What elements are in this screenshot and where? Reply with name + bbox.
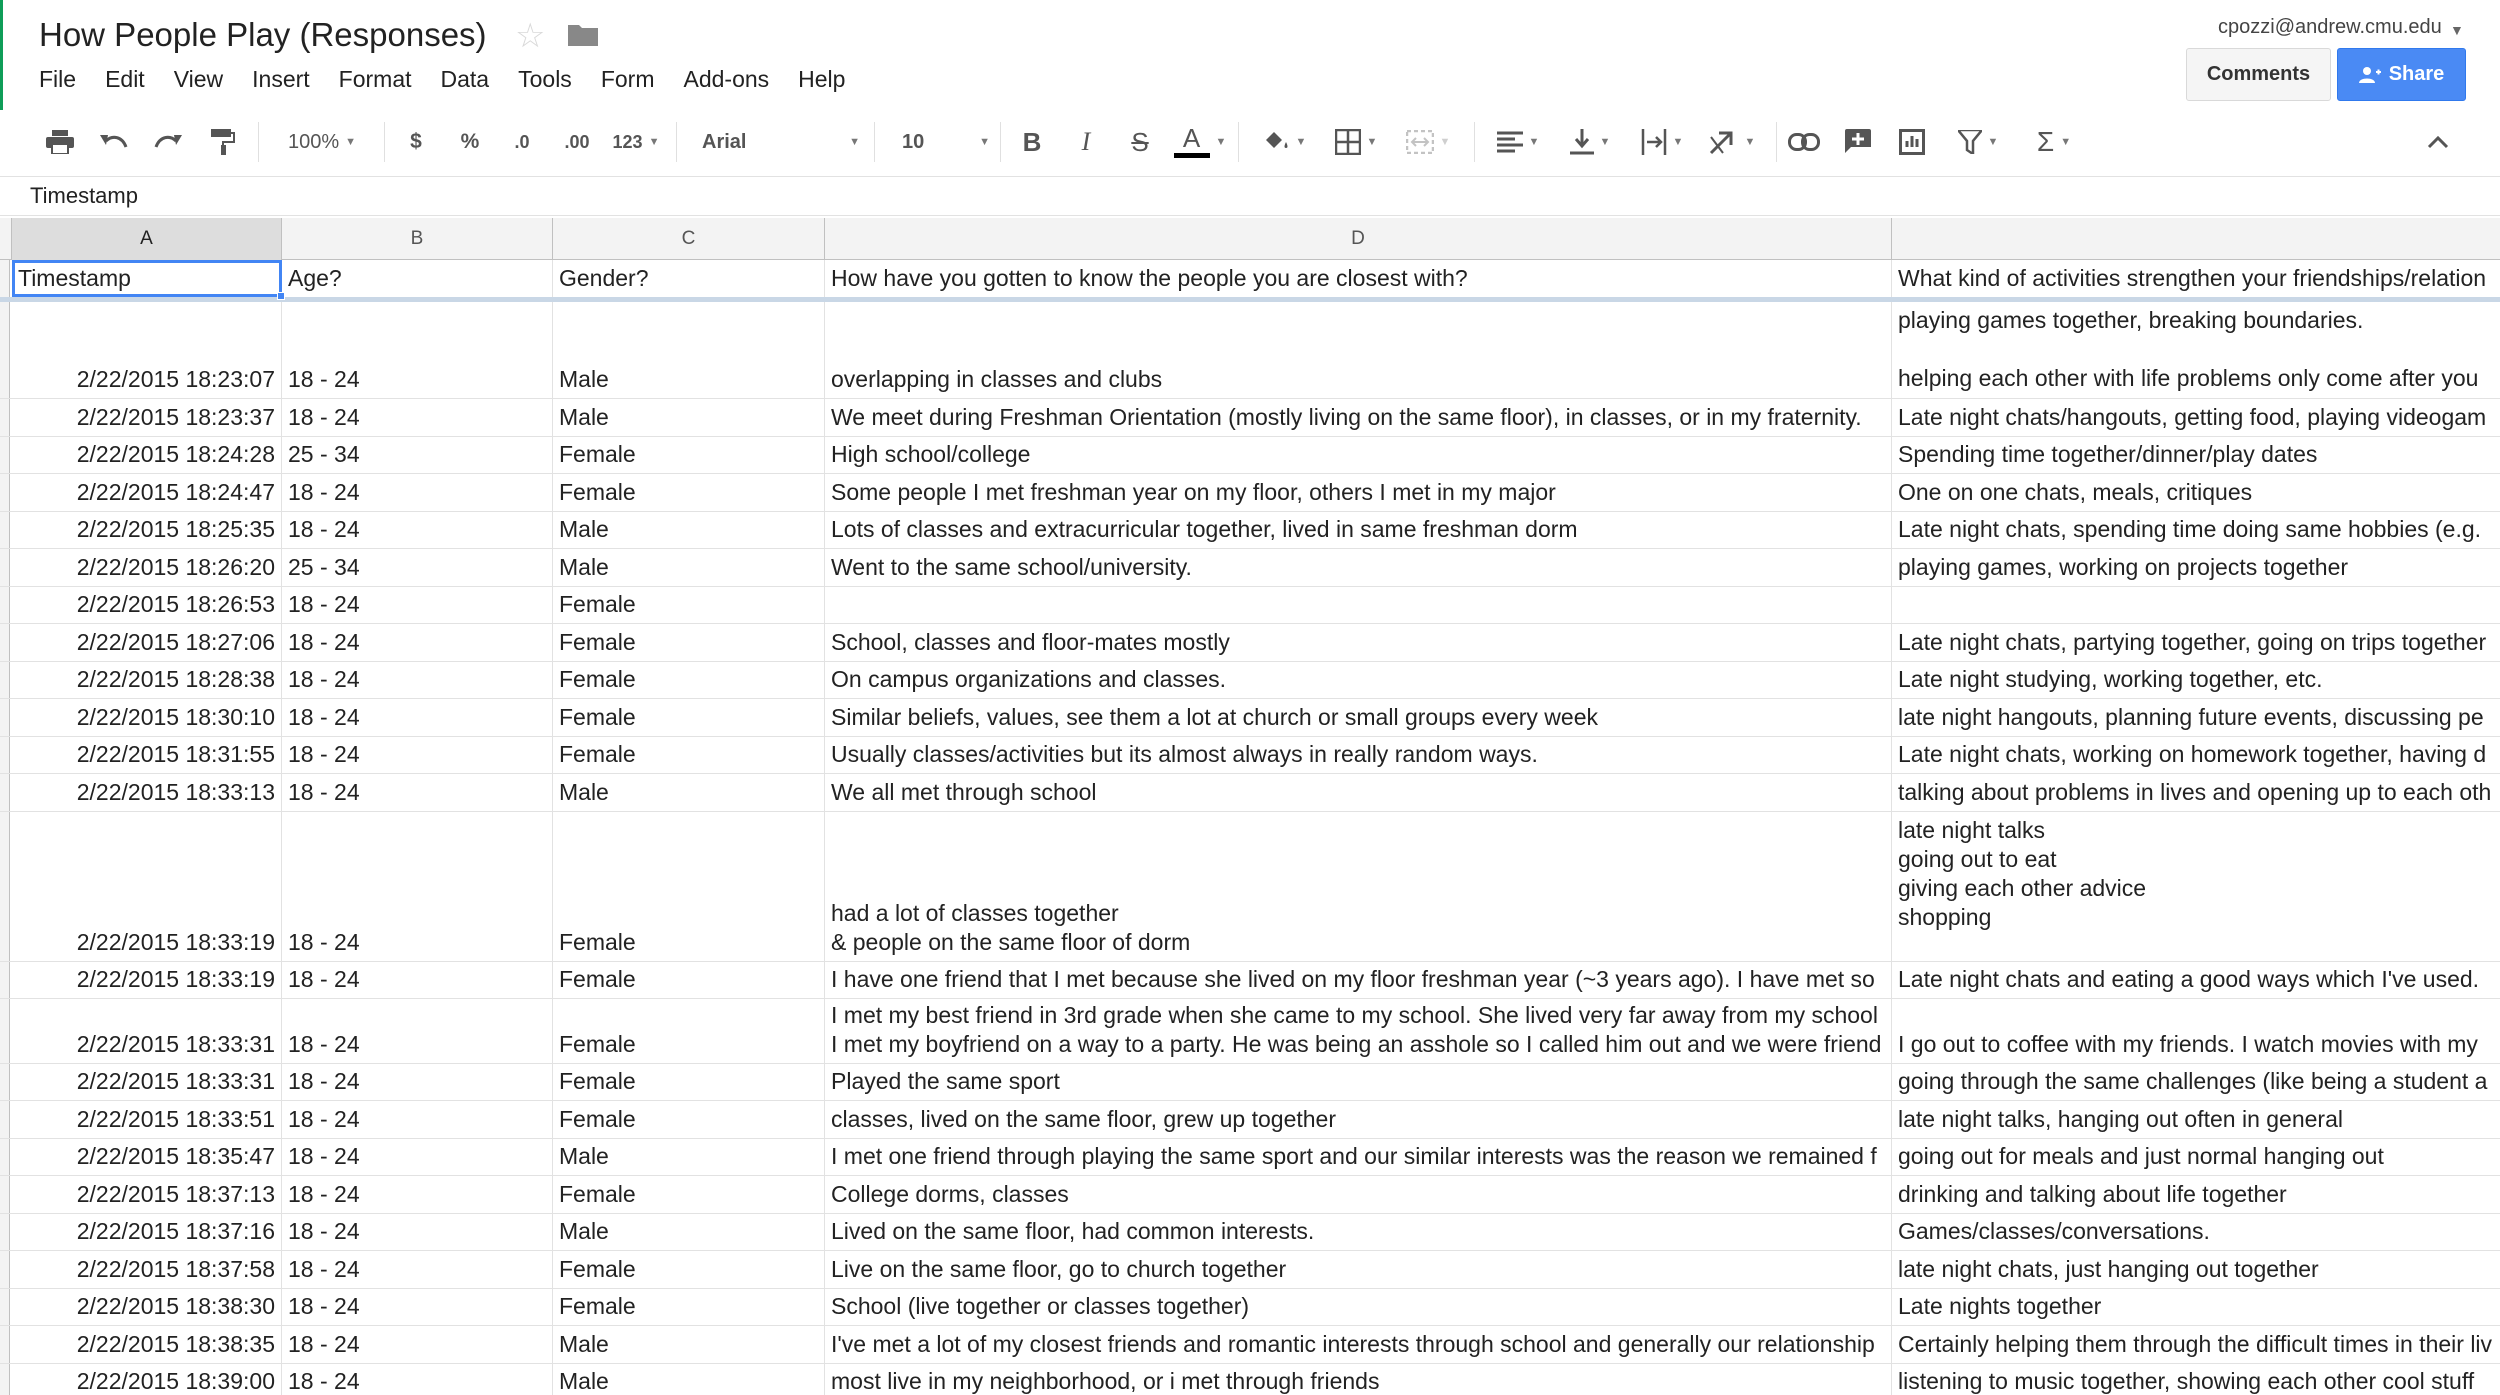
- cell-how-met[interactable]: I met one friend through playing the same sport and our similar interests was the reason we remained f: [825, 1139, 1892, 1175]
- cell-how-met[interactable]: College dorms, classes: [825, 1176, 1892, 1213]
- cell-gender[interactable]: Female: [553, 587, 825, 623]
- column-header-e[interactable]: [1892, 218, 2500, 260]
- cell-timestamp[interactable]: 2/22/2015 18:33:31: [12, 1064, 282, 1100]
- cell-gender[interactable]: Female: [553, 737, 825, 773]
- cell-age[interactable]: 18 - 24: [282, 624, 553, 661]
- cell-activities[interactable]: late night hangouts, planning future events, discussing pe: [1898, 704, 2484, 730]
- formula-value[interactable]: Timestamp: [30, 183, 138, 208]
- title-bar: [0, 0, 2500, 110]
- menu-file[interactable]: File: [39, 66, 77, 92]
- menu-add-ons[interactable]: Add-ons: [683, 66, 770, 92]
- cell-timestamp[interactable]: 2/22/2015 18:37:16: [12, 1214, 282, 1250]
- cell-how-met[interactable]: overlapping in classes and clubs: [825, 302, 1892, 398]
- cell-age[interactable]: 18 - 24: [282, 1064, 553, 1100]
- insert-chart-icon[interactable]: [1894, 124, 1930, 160]
- table-row: [0, 1289, 2500, 1326]
- menu-format[interactable]: Format: [338, 66, 412, 92]
- cell-gender[interactable]: Female: [553, 699, 825, 736]
- menu-edit[interactable]: Edit: [105, 66, 145, 92]
- cell-gender[interactable]: Female: [553, 999, 825, 1063]
- chevron-down-icon: ▼: [1987, 136, 1999, 148]
- font-size-value: 10: [902, 130, 925, 153]
- borders-icon[interactable]: [1326, 124, 1386, 160]
- cell-gender[interactable]: Male: [553, 302, 825, 398]
- table-row: [0, 1101, 2500, 1139]
- cell-age[interactable]: 18 - 24: [282, 1214, 553, 1250]
- cell-timestamp[interactable]: 2/22/2015 18:28:38: [12, 662, 282, 698]
- text-rotation-icon[interactable]: [1700, 124, 1764, 160]
- cell-timestamp[interactable]: 2/22/2015 18:33:51: [12, 1101, 282, 1138]
- formula-bar[interactable]: [0, 176, 2500, 216]
- header-cell-age[interactable]: Age?: [282, 260, 553, 297]
- table-row: [0, 399, 2500, 437]
- cell-activities[interactable]: going through the same challenges (like being a student a: [1898, 1068, 2488, 1094]
- cell-timestamp[interactable]: 2/22/2015 18:33:31: [12, 999, 282, 1063]
- more-formats-select[interactable]: [608, 124, 664, 160]
- chevron-down-icon: ▼: [1672, 136, 1684, 148]
- column-header-a[interactable]: A: [12, 218, 282, 260]
- folder-icon[interactable]: [568, 22, 598, 46]
- insert-comment-icon[interactable]: [1840, 124, 1876, 160]
- chevron-down-icon: ▼: [1215, 136, 1227, 148]
- menu-tools[interactable]: Tools: [518, 66, 572, 92]
- cell-timestamp[interactable]: 2/22/2015 18:37:58: [12, 1251, 282, 1288]
- table-row: [0, 962, 2500, 999]
- table-row: [0, 437, 2500, 474]
- cell-age[interactable]: 18 - 24: [282, 774, 553, 811]
- cell-gender[interactable]: Female: [553, 1064, 825, 1100]
- cell-activities[interactable]: late night talks going out to eat giving each other advice shopping: [1898, 817, 2147, 930]
- collapse-toolbar-icon[interactable]: [2420, 124, 2456, 160]
- currency-format-button[interactable]: $: [410, 130, 422, 153]
- cell-gender[interactable]: Female: [553, 437, 825, 473]
- chevron-down-icon: ▼: [1366, 136, 1378, 148]
- cell-age[interactable]: 25 - 34: [282, 549, 553, 586]
- cell-gender[interactable]: Male: [553, 1326, 825, 1363]
- cell-timestamp[interactable]: 2/22/2015 18:24:47: [12, 474, 282, 511]
- cell-gender[interactable]: Male: [553, 1139, 825, 1175]
- cell-how-met[interactable]: School (live together or classes together): [825, 1289, 1892, 1325]
- header-cell-gender[interactable]: Gender?: [553, 260, 825, 297]
- zoom-select[interactable]: [272, 124, 372, 160]
- cell-how-met[interactable]: Usually classes/activities but its almost always in really random ways.: [825, 737, 1892, 773]
- cell-activities[interactable]: Late night chats and eating a good ways which I've used.: [1898, 966, 2480, 992]
- cell-activities[interactable]: Late night chats, partying together, going on trips together: [1898, 629, 2487, 655]
- zoom-value: 100%: [287, 130, 340, 153]
- chevron-down-icon: ▼: [849, 136, 860, 148]
- cell-activities[interactable]: talking about problems in lives and opening up to each oth: [1898, 779, 2492, 805]
- cell-how-met[interactable]: classes, lived on the same floor, grew up together: [825, 1101, 1892, 1138]
- header-cell-how-met[interactable]: How have you gotten to know the people you are closest with?: [825, 260, 1892, 297]
- cell-age[interactable]: 18 - 24: [282, 1364, 553, 1395]
- cell-timestamp[interactable]: 2/22/2015 18:23:37: [12, 399, 282, 436]
- align-left-icon[interactable]: [1488, 124, 1548, 160]
- column-header-b[interactable]: B: [282, 218, 553, 260]
- table-row: [0, 812, 2500, 962]
- undo-icon[interactable]: [96, 124, 132, 160]
- cell-age[interactable]: 18 - 24: [282, 699, 553, 736]
- cell-how-met[interactable]: I've met a lot of my closest friends and romantic interests through school and generally our relationship: [825, 1326, 1892, 1363]
- cell-age[interactable]: 18 - 24: [282, 302, 553, 398]
- link-icon[interactable]: [1786, 124, 1822, 160]
- cell-gender[interactable]: Female: [553, 1176, 825, 1213]
- cell-timestamp[interactable]: 2/22/2015 18:38:35: [12, 1326, 282, 1363]
- cell-timestamp[interactable]: 2/22/2015 18:33:19: [12, 962, 282, 998]
- cell-age[interactable]: 18 - 24: [282, 662, 553, 698]
- cell-activities[interactable]: I go out to coffee with my friends. I watch movies with my: [1898, 1031, 2478, 1057]
- cell-age[interactable]: 18 - 24: [282, 1326, 553, 1363]
- menu-view[interactable]: View: [173, 66, 224, 92]
- chevron-down-icon[interactable]: ▼: [2450, 22, 2464, 38]
- text-wrapping-icon[interactable]: [1632, 124, 1692, 160]
- cell-how-met[interactable]: Similar beliefs, values, see them a lot at church or small groups every week: [825, 699, 1892, 736]
- cell-activities[interactable]: [1892, 587, 2500, 623]
- table-row: [0, 1326, 2500, 1364]
- merge-cells-icon[interactable]: [1398, 124, 1458, 160]
- cell-timestamp[interactable]: 2/22/2015 18:38:30: [12, 1289, 282, 1325]
- chevron-down-icon: ▼: [345, 136, 357, 148]
- cell-activities[interactable]: Late nights together: [1898, 1293, 2102, 1319]
- cell-activities[interactable]: playing games, working on projects together: [1898, 554, 2349, 580]
- cell-timestamp[interactable]: 2/22/2015 18:25:35: [12, 512, 282, 548]
- cell-gender[interactable]: Male: [553, 512, 825, 548]
- menu-help[interactable]: Help: [798, 66, 846, 92]
- cell-gender[interactable]: Female: [553, 1251, 825, 1288]
- italic-button[interactable]: I: [1081, 127, 1091, 156]
- table-row: [0, 302, 2500, 399]
- spreadsheet-grid: [0, 218, 2500, 1395]
- people-icon: [2359, 67, 2381, 83]
- cell-timestamp[interactable]: 2/22/2015 18:35:47: [12, 1139, 282, 1175]
- cell-how-met[interactable]: We meet during Freshman Orientation (mostly living on the same floor), in classes, or in my fraternity.: [825, 399, 1892, 436]
- cell-age[interactable]: 18 - 24: [282, 737, 553, 773]
- cell-age[interactable]: 18 - 24: [282, 1139, 553, 1175]
- table-row: [0, 1064, 2500, 1101]
- cell-how-met[interactable]: Some people I met freshman year on my floor, others I met in my major: [825, 474, 1892, 511]
- cell-activities[interactable]: Late night chats/hangouts, getting food, playing videogam: [1898, 404, 2487, 430]
- table-row: [0, 549, 2500, 587]
- cell-activities[interactable]: Late night studying, working together, etc.: [1898, 666, 2323, 692]
- cell-how-met[interactable]: On campus organizations and classes.: [825, 662, 1892, 698]
- cell-gender[interactable]: Male: [553, 549, 825, 586]
- percent-format-button[interactable]: %: [460, 130, 480, 153]
- table-row: [0, 737, 2500, 774]
- cell-gender[interactable]: Female: [553, 812, 825, 961]
- cell-age[interactable]: 25 - 34: [282, 437, 553, 473]
- cell-age[interactable]: 18 - 24: [282, 962, 553, 998]
- cell-activities[interactable]: playing games together, breaking boundaries. helping each other with life problems only come after you: [1898, 307, 2479, 391]
- cell-timestamp[interactable]: 2/22/2015 18:24:28: [12, 437, 282, 473]
- table-row: [0, 1176, 2500, 1214]
- cell-how-met[interactable]: I have one friend that I met because she lived on my floor freshman year (~3 years ago). I have met so: [825, 962, 1892, 998]
- cell-age[interactable]: 18 - 24: [282, 399, 553, 436]
- table-row: [0, 1251, 2500, 1289]
- header-cell-activities[interactable]: What kind of activities strengthen your friendships/relation: [1898, 265, 2487, 291]
- strikethrough-button[interactable]: S: [1131, 126, 1149, 157]
- cell-how-met[interactable]: Played the same sport: [825, 1064, 1892, 1100]
- text-color-icon: A: [1182, 123, 1201, 153]
- cell-activities[interactable]: going out for meals and just normal hanging out: [1898, 1143, 2384, 1169]
- cell-age[interactable]: 18 - 24: [282, 1101, 553, 1138]
- paint-format-icon[interactable]: [205, 124, 241, 160]
- cell-gender[interactable]: Female: [553, 662, 825, 698]
- column-header-c[interactable]: C: [553, 218, 825, 260]
- cell-age[interactable]: 18 - 24: [282, 512, 553, 548]
- cell-timestamp[interactable]: 2/22/2015 18:27:06: [12, 624, 282, 661]
- table-row: [0, 474, 2500, 512]
- cell-timestamp[interactable]: 2/22/2015 18:31:55: [12, 737, 282, 773]
- cell-timestamp[interactable]: 2/22/2015 18:39:00: [12, 1364, 282, 1395]
- cell-age[interactable]: 18 - 24: [282, 1251, 553, 1288]
- table-row: [0, 587, 2500, 624]
- cell-gender[interactable]: Female: [553, 1289, 825, 1325]
- cell-activities[interactable]: late night chats, just hanging out together: [1898, 1256, 2319, 1282]
- cell-how-met[interactable]: We all met through school: [825, 774, 1892, 811]
- cell-timestamp[interactable]: 2/22/2015 18:33:19: [12, 812, 282, 961]
- table-row: [0, 999, 2500, 1064]
- filter-icon[interactable]: [1948, 124, 2008, 160]
- cell-age[interactable]: 18 - 24: [282, 587, 553, 623]
- cell-activities[interactable]: drinking and talking about life together: [1898, 1181, 2287, 1207]
- chevron-down-icon: ▼: [2060, 136, 2072, 148]
- chevron-down-icon: ▼: [648, 136, 660, 148]
- cell-how-met[interactable]: High school/college: [825, 437, 1892, 473]
- cell-how-met[interactable]: Went to the same school/university.: [825, 549, 1892, 586]
- redo-icon[interactable]: [150, 124, 186, 160]
- increase-decimal-button[interactable]: .00: [564, 131, 590, 152]
- table-row: [0, 699, 2500, 737]
- fill-color-icon[interactable]: [1254, 124, 1314, 160]
- account-email[interactable]: cpozzi@andrew.cmu.edu: [2218, 16, 2442, 38]
- cell-how-met[interactable]: Lots of classes and extracurricular together, lived in same freshman dorm: [825, 512, 1892, 548]
- chevron-down-icon: ▼: [1599, 136, 1611, 148]
- chevron-down-icon: ▼: [1439, 136, 1451, 148]
- cell-timestamp[interactable]: 2/22/2015 18:30:10: [12, 699, 282, 736]
- cell-gender[interactable]: Male: [553, 399, 825, 436]
- chevron-down-icon: ▼: [1744, 136, 1756, 148]
- table-row: [0, 512, 2500, 549]
- table-row: [0, 1214, 2500, 1251]
- table-row: [0, 662, 2500, 699]
- cell-gender[interactable]: Female: [553, 962, 825, 998]
- font-value: Arial: [702, 130, 747, 153]
- cell-gender[interactable]: Female: [553, 474, 825, 511]
- bold-button[interactable]: B: [1022, 126, 1042, 157]
- table-row: [0, 774, 2500, 812]
- vertical-align-bottom-icon[interactable]: [1560, 124, 1620, 160]
- cell-age[interactable]: 18 - 24: [282, 999, 553, 1063]
- cell-how-met[interactable]: Live on the same floor, go to church together: [825, 1251, 1892, 1288]
- share-button[interactable]: [2337, 48, 2466, 101]
- chevron-down-icon: ▼: [979, 136, 990, 148]
- cell-age[interactable]: 18 - 24: [282, 1289, 553, 1325]
- rows-container: [0, 260, 2500, 1395]
- table-row: [0, 1139, 2500, 1176]
- star-icon[interactable]: ☆: [515, 17, 546, 55]
- chevron-down-icon: ▼: [1528, 136, 1540, 148]
- select-all-corner[interactable]: [0, 218, 12, 260]
- functions-icon[interactable]: Σ ▼: [2036, 126, 2072, 157]
- decrease-decimal-button[interactable]: .0: [514, 131, 530, 152]
- share-label: Share: [2388, 63, 2445, 85]
- table-row: [0, 624, 2500, 662]
- cell-activities[interactable]: Spending time together/dinner/play dates: [1898, 441, 2318, 467]
- cell-activities[interactable]: Certainly helping them through the difficult times in their liv: [1898, 1331, 2493, 1357]
- comments-button[interactable]: Comments: [2186, 48, 2331, 101]
- menu-form[interactable]: Form: [600, 66, 655, 92]
- cell-gender[interactable]: Female: [553, 624, 825, 661]
- text-color-button[interactable]: [1172, 124, 1228, 160]
- cell-activities[interactable]: Games/classes/conversations.: [1898, 1218, 2210, 1244]
- cell-activities[interactable]: Late night chats, spending time doing same hobbies (e.g.: [1898, 516, 2482, 542]
- header-cell-timestamp[interactable]: Timestamp: [12, 260, 282, 297]
- menu-bar: [39, 66, 874, 93]
- cell-age[interactable]: 18 - 24: [282, 1176, 553, 1213]
- table-row: [0, 1364, 2500, 1395]
- cell-how-met[interactable]: most live in my neighborhood, or i met through friends: [825, 1364, 1892, 1395]
- column-headers: [0, 218, 2500, 260]
- cell-gender[interactable]: Female: [553, 1101, 825, 1138]
- more-formats-label: 123: [612, 131, 643, 152]
- cell-timestamp[interactable]: 2/22/2015 18:23:07: [12, 302, 282, 398]
- table-header-row: [0, 260, 2500, 302]
- cell-timestamp[interactable]: 2/22/2015 18:33:13: [12, 774, 282, 811]
- menu-data[interactable]: Data: [440, 66, 490, 92]
- cell-gender[interactable]: Male: [553, 1214, 825, 1250]
- cell-timestamp[interactable]: 2/22/2015 18:37:13: [12, 1176, 282, 1213]
- cell-activities[interactable]: listening to music together, showing each other cool stuff: [1898, 1368, 2475, 1394]
- cell-activities[interactable]: late night talks, hanging out often in general: [1898, 1106, 2343, 1132]
- font-size-select[interactable]: [890, 124, 990, 160]
- cell-how-met[interactable]: School, classes and floor-mates mostly: [825, 624, 1892, 661]
- column-header-d[interactable]: D: [825, 218, 1892, 260]
- cell-how-met[interactable]: had a lot of classes together & people on the same floor of dorm: [825, 812, 1892, 961]
- cell-timestamp[interactable]: 2/22/2015 18:26:20: [12, 549, 282, 586]
- cell-how-met[interactable]: I met my best friend in 3rd grade when she came to my school. She lived very far away from my school I met my boyfriend on a way to a party. He was being an asshole so I called him out and we were friend: [825, 999, 1892, 1063]
- chevron-down-icon: ▼: [1295, 136, 1307, 148]
- cell-how-met[interactable]: Lived on the same floor, had common interests.: [825, 1214, 1892, 1250]
- print-icon[interactable]: [42, 124, 78, 160]
- cell-timestamp[interactable]: 2/22/2015 18:26:53: [12, 587, 282, 623]
- menu-insert[interactable]: Insert: [252, 66, 310, 92]
- font-select[interactable]: [690, 124, 860, 160]
- cell-activities[interactable]: Late night chats, working on homework together, having d: [1898, 741, 2487, 767]
- cell-gender[interactable]: Male: [553, 1364, 825, 1395]
- cell-how-met[interactable]: [825, 587, 1892, 623]
- toolbar: [0, 114, 2500, 170]
- cell-gender[interactable]: Male: [553, 774, 825, 811]
- cell-age[interactable]: 18 - 24: [282, 474, 553, 511]
- document-title[interactable]: How People Play (Responses): [39, 16, 487, 53]
- cell-activities[interactable]: One on one chats, meals, critiques: [1898, 479, 2253, 505]
- cell-age[interactable]: 18 - 24: [282, 812, 553, 961]
